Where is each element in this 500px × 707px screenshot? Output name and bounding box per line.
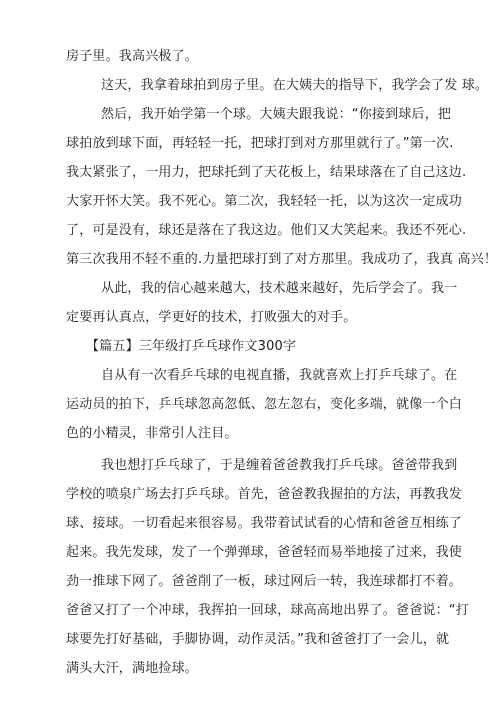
text-line-2: 这天，我拿着球拍到房子里。在大姨夫的指导下，我学会了发 球。 — [101, 78, 489, 93]
text-line-15: 我也想打乒乓球了，于是缠着爸爸教我打乒乓球。爸爸带我到 — [101, 458, 458, 473]
text-line-14: 色的小精灵，非常引人注目。 — [66, 426, 238, 441]
text-line-8: 第三次我用不轻不重的.力量把球打到了对方那里。我成功了，我真 高兴！ — [66, 252, 498, 267]
text-line-4: 球拍放到球下面，再轻轻一托，把球打到对方那里就行了。”第一次. — [66, 136, 454, 151]
text-line-5: 我太紧张了，一用力，把球托到了天花板上，结果球落在了自己这边. — [66, 165, 467, 180]
text-line-1: 房子里。我高兴极了。 — [66, 49, 199, 64]
text-line-3: 然后，我开始学第一个球。大姨夫跟我说：“你接到球后，把 — [101, 107, 452, 122]
text-line-18: 起来。我先发球，发了一个弹弹球，爸爸轻而易举地接了过来，我使 — [66, 545, 463, 560]
section-heading: 【篇五】三年级打乒乓球作文300字 — [86, 339, 297, 354]
text-line-7: 了，可是没有，球还是落在了我这边。他们又大笑起来。我还不死心. — [66, 223, 467, 238]
text-line-10: 定要再认真点，学更好的技术，打败强大的对手。 — [66, 310, 357, 325]
text-line-9: 从此，我的信心越来越大，技术越来越好，先后学会了。我一 — [101, 281, 458, 296]
text-line-12: 自从有一次看乒乓球的电视直播，我就喜欢上打乒乓球了。在 — [101, 368, 458, 383]
text-line-16: 学校的喷泉广场去打乒乓球。首先，爸爸教我握拍的方法，再教我发 — [66, 487, 463, 502]
text-line-21: 球要先打好基础，手脚协调，动作灵活。”我和爸爸打了一会儿，就 — [66, 632, 450, 647]
text-line-6: 大家开怀大笑。我不死心。第二次，我轻轻一托，以为这次一定成功 — [66, 194, 463, 209]
text-line-20: 爸爸又打了一个冲球，我挥拍一回球，球高高地出界了。爸爸说：“打 — [66, 603, 469, 618]
text-line-22: 满头大汗，满地捡球。 — [66, 661, 199, 676]
text-line-17: 球、接球。一切看起来很容易。我带着试试看的心情和爸爸互相练了 — [66, 516, 463, 531]
text-line-19: 劲一推球下网了。爸爸削了一板，球过网后一转，我连球都打不着。 — [66, 574, 463, 589]
text-line-13: 运动员的拍下，乒乓球忽高忽低、忽左忽右，变化多端，就像一个白 — [66, 397, 463, 412]
